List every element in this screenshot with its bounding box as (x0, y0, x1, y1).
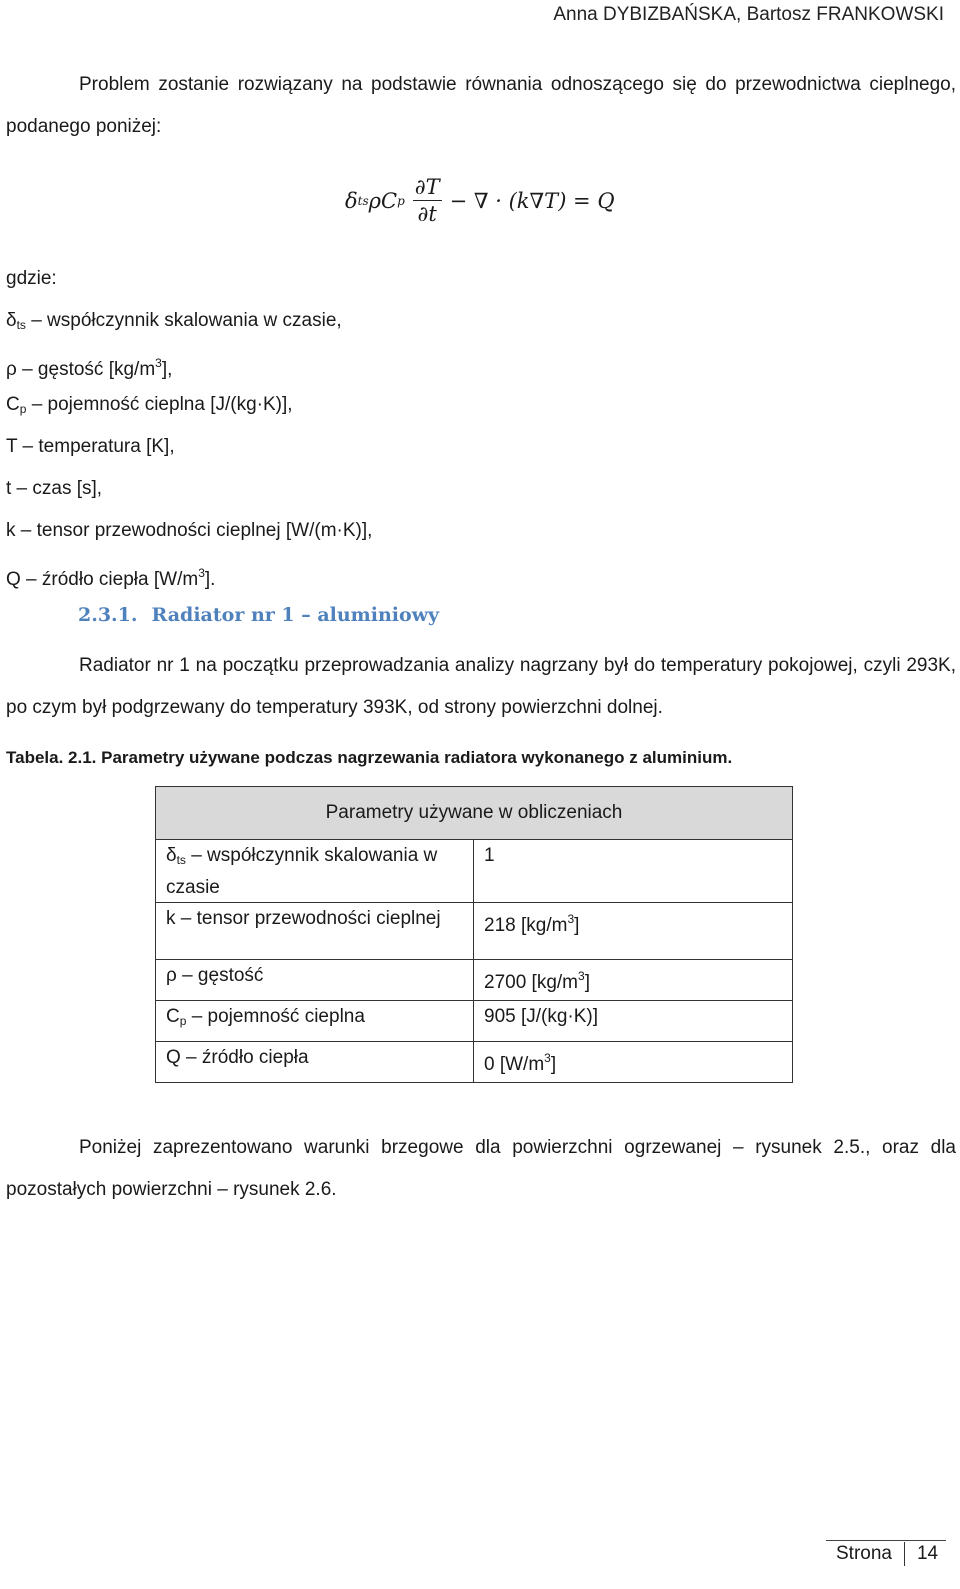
definition-item: T – temperatura [K], (6, 436, 175, 457)
table-cell-value: 1 (474, 840, 793, 903)
page-footer (836, 1542, 938, 1566)
table-cell-value: 2700 $[kg/m^3]$ (474, 960, 793, 1001)
formula-fraction (413, 174, 442, 227)
formula-fraction-denominator: ∂t (417, 202, 437, 226)
table-cell-param: Q – źródło ciepła (156, 1042, 474, 1083)
definition-item: t – czas [s], (6, 478, 103, 499)
footer-divider (826, 1540, 946, 1541)
table-caption: Tabela. 2.1. Parametry używane podczas nagrzewania radiatora wykonanego z aluminium. (6, 748, 733, 767)
definition-item: $\delta_{ts}$ – współczynnik skalowania w czasie, (6, 310, 342, 332)
formula-fraction-numerator: ∂T (414, 175, 440, 199)
definition-item: $C_p$ – pojemność cieplna [J/(kg·K)], (6, 394, 293, 416)
table-header: Parametry używane w obliczeniach (156, 787, 793, 840)
section-paragraph: Radiator nr 1 na początku przeprowadzania analizy nagrzany był do temperatury pokojowej, czyli 293K, po czym był podgrzewany do temperatury 393K, od strony powierzchni dolnej. (6, 655, 956, 718)
definition-item: Q – źródło ciepła $[W/m^3]$. (6, 566, 216, 590)
formula-c-sub: p (397, 193, 405, 208)
page-header-authors: Anna DYBIZBAŃSKA, Bartosz FRANKOWSKI (553, 4, 944, 25)
closing-paragraph: Poniżej zaprezentowano warunki brzegowe dla powierzchni ogrzewanej – rysunek 2.5., oraz dla pozostałych powierzchni – rysunek 2.6. (6, 1137, 956, 1200)
formula-rest: − ∇ · (k∇T) = Q (449, 188, 615, 213)
parameters-table (155, 786, 793, 1083)
table-cell-param: $C_p$ – pojemność cieplna (156, 1001, 474, 1042)
footer-separator (904, 1542, 905, 1566)
footer-label: Strona (836, 1543, 892, 1564)
table-row (156, 840, 793, 903)
table-row (156, 1042, 793, 1083)
table-cell-value: 905 [J/(kg·K)] (474, 1001, 793, 1042)
table-cell-param: $\delta_{ts}$ – współczynnik skalowania w czasie (156, 840, 474, 903)
section-heading (78, 604, 439, 626)
intro-paragraph: Problem zostanie rozwiązany na podstawie równania odnoszącego się do przewodnictwa cieplnego, podanego poniżej: (6, 74, 956, 137)
definition-item: ρ – gęstość $[kg/m^3]$, (6, 356, 173, 380)
table-cell-param: ρ – gęstość (156, 960, 474, 1001)
heat-equation (345, 174, 615, 227)
table-cell-param: k – tensor przewodności cieplnej (156, 903, 474, 960)
table-cell-value: 0 $[W/m^3]$ (474, 1042, 793, 1083)
formula-delta: δ (345, 188, 358, 213)
section-title: Radiator nr 1 – aluminiowy (151, 604, 440, 626)
formula-delta-sub: ts (357, 193, 369, 208)
formula-c: C (381, 188, 398, 213)
formula-rho: ρ (368, 188, 381, 213)
table-cell-value: 218 $[kg/m^3]$ (474, 903, 793, 960)
definitions-list (6, 258, 372, 594)
definition-item: k – tensor przewodności cieplnej [W/(m·K)], (6, 520, 373, 541)
page-number: 14 (916, 1543, 939, 1564)
section-number: 2.3.1. (78, 604, 138, 626)
where-label: gdzie: (6, 268, 57, 289)
table-row (156, 960, 793, 1001)
table-row (156, 903, 793, 960)
table-row (156, 1001, 793, 1042)
